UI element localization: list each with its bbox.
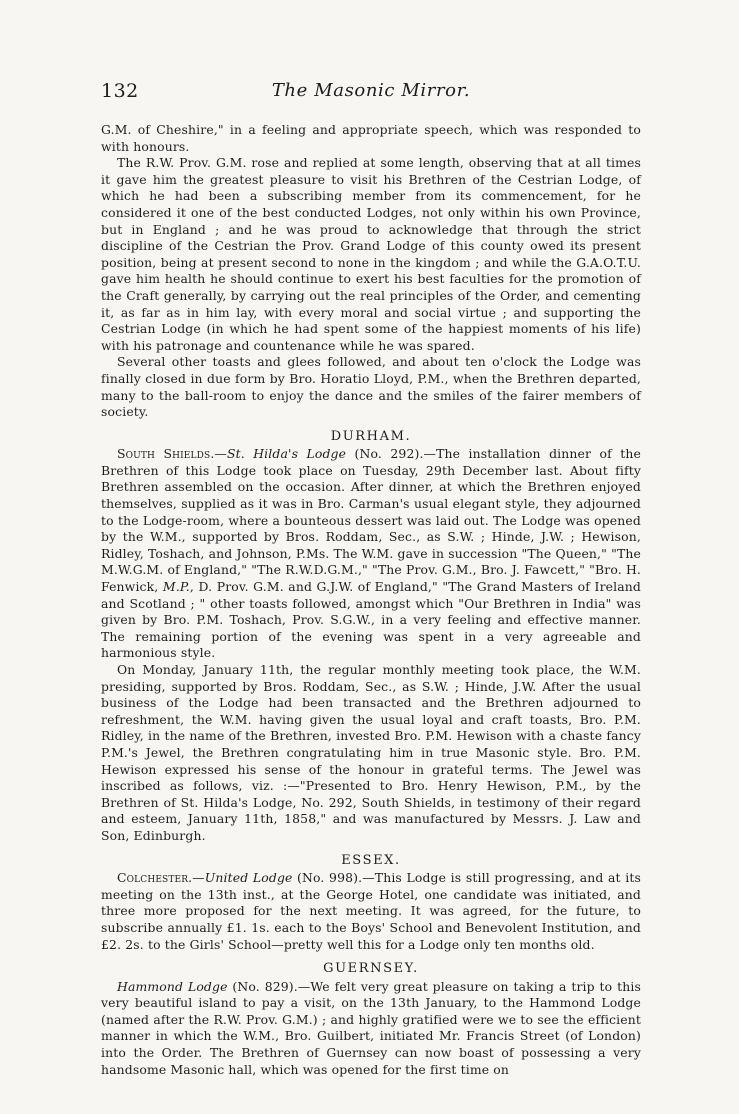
- section-heading-guernsey: GUERNSEY.: [323, 961, 419, 977]
- page-number: 132: [101, 80, 139, 102]
- paragraph: The R.W. Prov. G.M. rose and replied at some length, observing that at all times it gave him the greatest pleasure to visit his Brethren of the Cestrian Lodge, of which he had been a subscribing member from its commencement, for he considered it one of the best conducted Lodges, not only within his own Province, but in England ; and he was proud to acknowledge that through the strict discipline of the Cestrian the Prov. Grand Lodge of this county owed its present position, being at present second to none in the kingdom ; and while the G.A.O.T.U. gave him health he should continue to exert his best faculties for the promotion of the Craft generally, by carrying out the real principles of the Order, and cementing it, as far as in him lay, with every moral and social virtue ; and supporting the Cestrian Lodge (in which he had spent some of the happiest moments of his life) with his patronage and countenance while he was spared.: [101, 155, 641, 353]
- place-name: South Shields.: [117, 446, 215, 462]
- section-heading-essex: ESSEX.: [341, 852, 401, 868]
- lodge-name: United Lodge: [204, 870, 293, 886]
- lodge-name: Hammond Lodge: [117, 978, 228, 994]
- page-header: [101, 80, 641, 106]
- paragraph: G.M. of Cheshire," in a feeling and appropriate speech, which was responded to with honours.: [101, 122, 641, 154]
- section-heading-durham: DURHAM.: [330, 428, 412, 444]
- paragraph: Hammond Lodge (No. 829).—We felt very great pleasure on taking a trip to this very beautiful island to pay a visit, on the 13th January, to the Hammond Lodge (named after the R.W. Prov. G.M.) ; and highly gratified were we to see the efficient manner in which the W.M., Bro. Guilbert, initiated Mr. Francis Street (of London) into the Order. The Brethren of Guernsey can now boast of possessing a very handsome Masonic hall, which was opened for the first time on: [101, 978, 641, 1077]
- article-body: [101, 122, 641, 1078]
- paragraph: Several other toasts and glees followed, and about ten o'clock the Lodge was finally closed in due form by Bro. Horatio Lloyd, P.M., when the Brethren departed, many to the ball-room to enjoy the dance and the smiles of the fairer members of society.: [101, 354, 641, 420]
- place-name: Colchester.: [117, 870, 193, 886]
- paragraph: On Monday, January 11th, the regular monthly meeting took place, the W.M. presiding, supported by Bros. Roddam, Sec., as S.W. ; Hinde, J.W. After the usual business of the Lodge had been transacted and the Brethren adjourned to refreshment, the W.M. having given the usual loyal and craft toasts, Bro. P.M. Ridley, in the name of the Brethren, invested Bro. P.M. Hewison with a chaste fancy P.M.'s Jewel, the Brethren congratulating him in true Masonic style. Bro. P.M. Hewison expressed his sense of the honour in grateful terms. The Jewel was inscribed as follows, viz. :—"Presented to Bro. Henry Hewison, P.M., by the Brethren of St. Hilda's Lodge, No. 292, South Shields, in testimony of their regard and esteem, January 11th, 1858," and was manufactured by Messrs. J. Law and Son, Edinburgh.: [101, 662, 641, 843]
- paragraph: Colchester.—United Lodge (No. 998).—This Lodge is still progressing, and at its meeting on the 13th inst., at the George Hotel, one candidate was initiated, and three more proposed for the next meeting. It was agreed, for the future, to subscribe annually £1. 1s. each to the Boys' School and Benevolent Institution, and £2. 2s. to the Girls' School—pretty well this for a Lodge only ten months old.: [101, 870, 641, 952]
- lodge-name: St. Hilda's Lodge: [226, 446, 347, 462]
- running-title: The Masonic Mirror.: [271, 80, 471, 101]
- paragraph: South Shields.—St. Hilda's Lodge (No. 292).—The installation dinner of the Brethren of this Lodge took place on Tuesday, 29th December last. About fifty Brethren assembled on the occasion. After dinner, at which the Brethren enjoyed themselves, supplied as it was in Bro. Carman's usual elegant style, they adjourned to the Lodge-room, where a bounteous dessert was laid out. The Lodge was opened by the W.M., supported by Bros. Roddam, Sec., as S.W. ; Hinde, J.W. ; Hewison, Ridley, Toshach, and Johnson, P.Ms. The W.M. gave in succession "The Queen," "The M.W.G.M. of England," "The R.W.D.G.M.," "The Prov. G.M., Bro. J. Fawcett," "Bro. H. Fenwick, M.P., D. Prov. G.M. and G.J.W. of England," "The Grand Masters of Ireland and Scotland ; " other toasts followed, amongst which "Our Brethren in India" was given by Bro. P.M. Toshach, Prov. S.G.W., in a very feeling and effective manner. The remaining portion of the evening was spent in a very agreeable and harmonious style.: [101, 446, 641, 661]
